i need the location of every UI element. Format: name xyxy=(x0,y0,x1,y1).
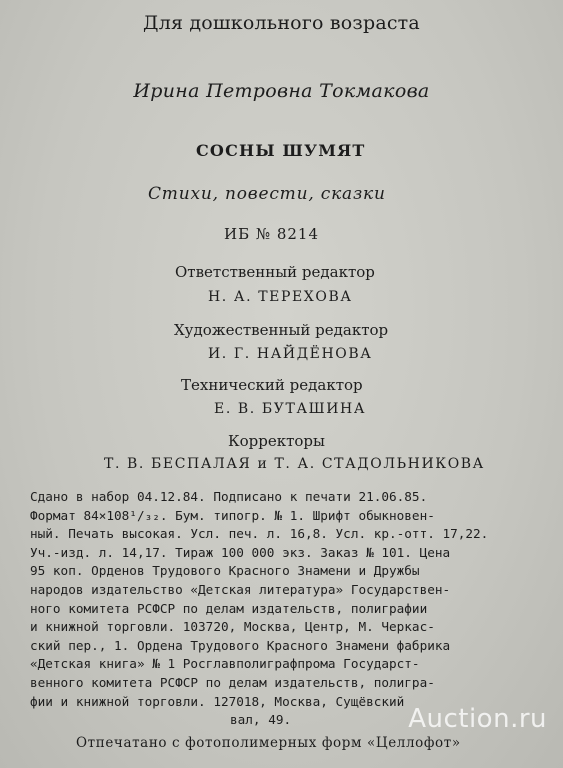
imprint-line: Уч.-изд. л. 14,17. Тираж 100 000 экз. Заказ № 101. Цена xyxy=(30,544,451,560)
imprint-line: ный. Печать высокая. Усл. печ. л. 16,8. Усл. кр.-отт. 17,22. xyxy=(30,526,489,542)
credit-name-art-editor: И. Г. НАЙДЁНОВА xyxy=(208,346,373,362)
author-name: Ирина Петровна Токмакова xyxy=(133,80,430,102)
imprint-line: Формат 84×108¹/₃₂. Бум. типогр. № 1. Шрифт обыкновен- xyxy=(30,507,435,523)
imprint-line: ного комитета РСФСР по делам издательств, полиграфии xyxy=(30,600,428,616)
imprint-line: и книжной торговли. 103720, Москва, Центр, М. Черкас- xyxy=(30,619,435,635)
imprint-block xyxy=(30,488,552,730)
credit-role-technical-editor: Технический редактор xyxy=(181,376,363,394)
credit-name-technical-editor: Е. В. БУТАШИНА xyxy=(214,401,367,417)
imprint-line: «Детская книга» № 1 Росглавполиграфпрома Государст- xyxy=(30,656,420,672)
imprint-line: 95 коп. Орденов Трудового Красного Знамени и Дружбы xyxy=(30,563,420,579)
ib-number: ИБ № 8214 xyxy=(224,225,320,243)
credit-name-proofreaders: Т. В. БЕСПАЛАЯ и Т. А. СТАДОЛЬНИКОВА xyxy=(104,456,485,472)
printing-note: Отпечатано с фотополимерных форм «Целлофот» xyxy=(76,735,461,751)
imprint-line: народов издательство «Детская литература» Государствен- xyxy=(30,581,451,597)
imprint-line: ский пер., 1. Ордена Трудового Красного Знамени фабрика xyxy=(30,637,451,653)
book-title: СОСНЫ ШУМЯТ xyxy=(196,141,366,160)
imprint-line: фии и книжной торговли. 127018, Москва, Сущёвский xyxy=(30,693,405,709)
imprint-line: Сдано в набор 04.12.84. Подписано к печати 21.06.85. xyxy=(30,489,428,504)
imprint-line: вал, 49. xyxy=(230,712,292,728)
credit-role-responsible-editor: Ответственный редактор xyxy=(175,263,375,281)
credit-name-responsible-editor: Н. А. ТЕРЕХОВА xyxy=(208,289,353,305)
auction-watermark: Auction.ru xyxy=(408,704,547,734)
credit-role-proofreaders: Корректоры xyxy=(228,432,325,450)
imprint-line: венного комитета РСФСР по делам издательств, полигра- xyxy=(30,674,435,690)
credit-role-art-editor: Художественный редактор xyxy=(174,321,389,339)
audience-line: Для дошкольного возраста xyxy=(143,12,420,34)
book-subtitle: Стихи, повести, сказки xyxy=(148,184,386,204)
